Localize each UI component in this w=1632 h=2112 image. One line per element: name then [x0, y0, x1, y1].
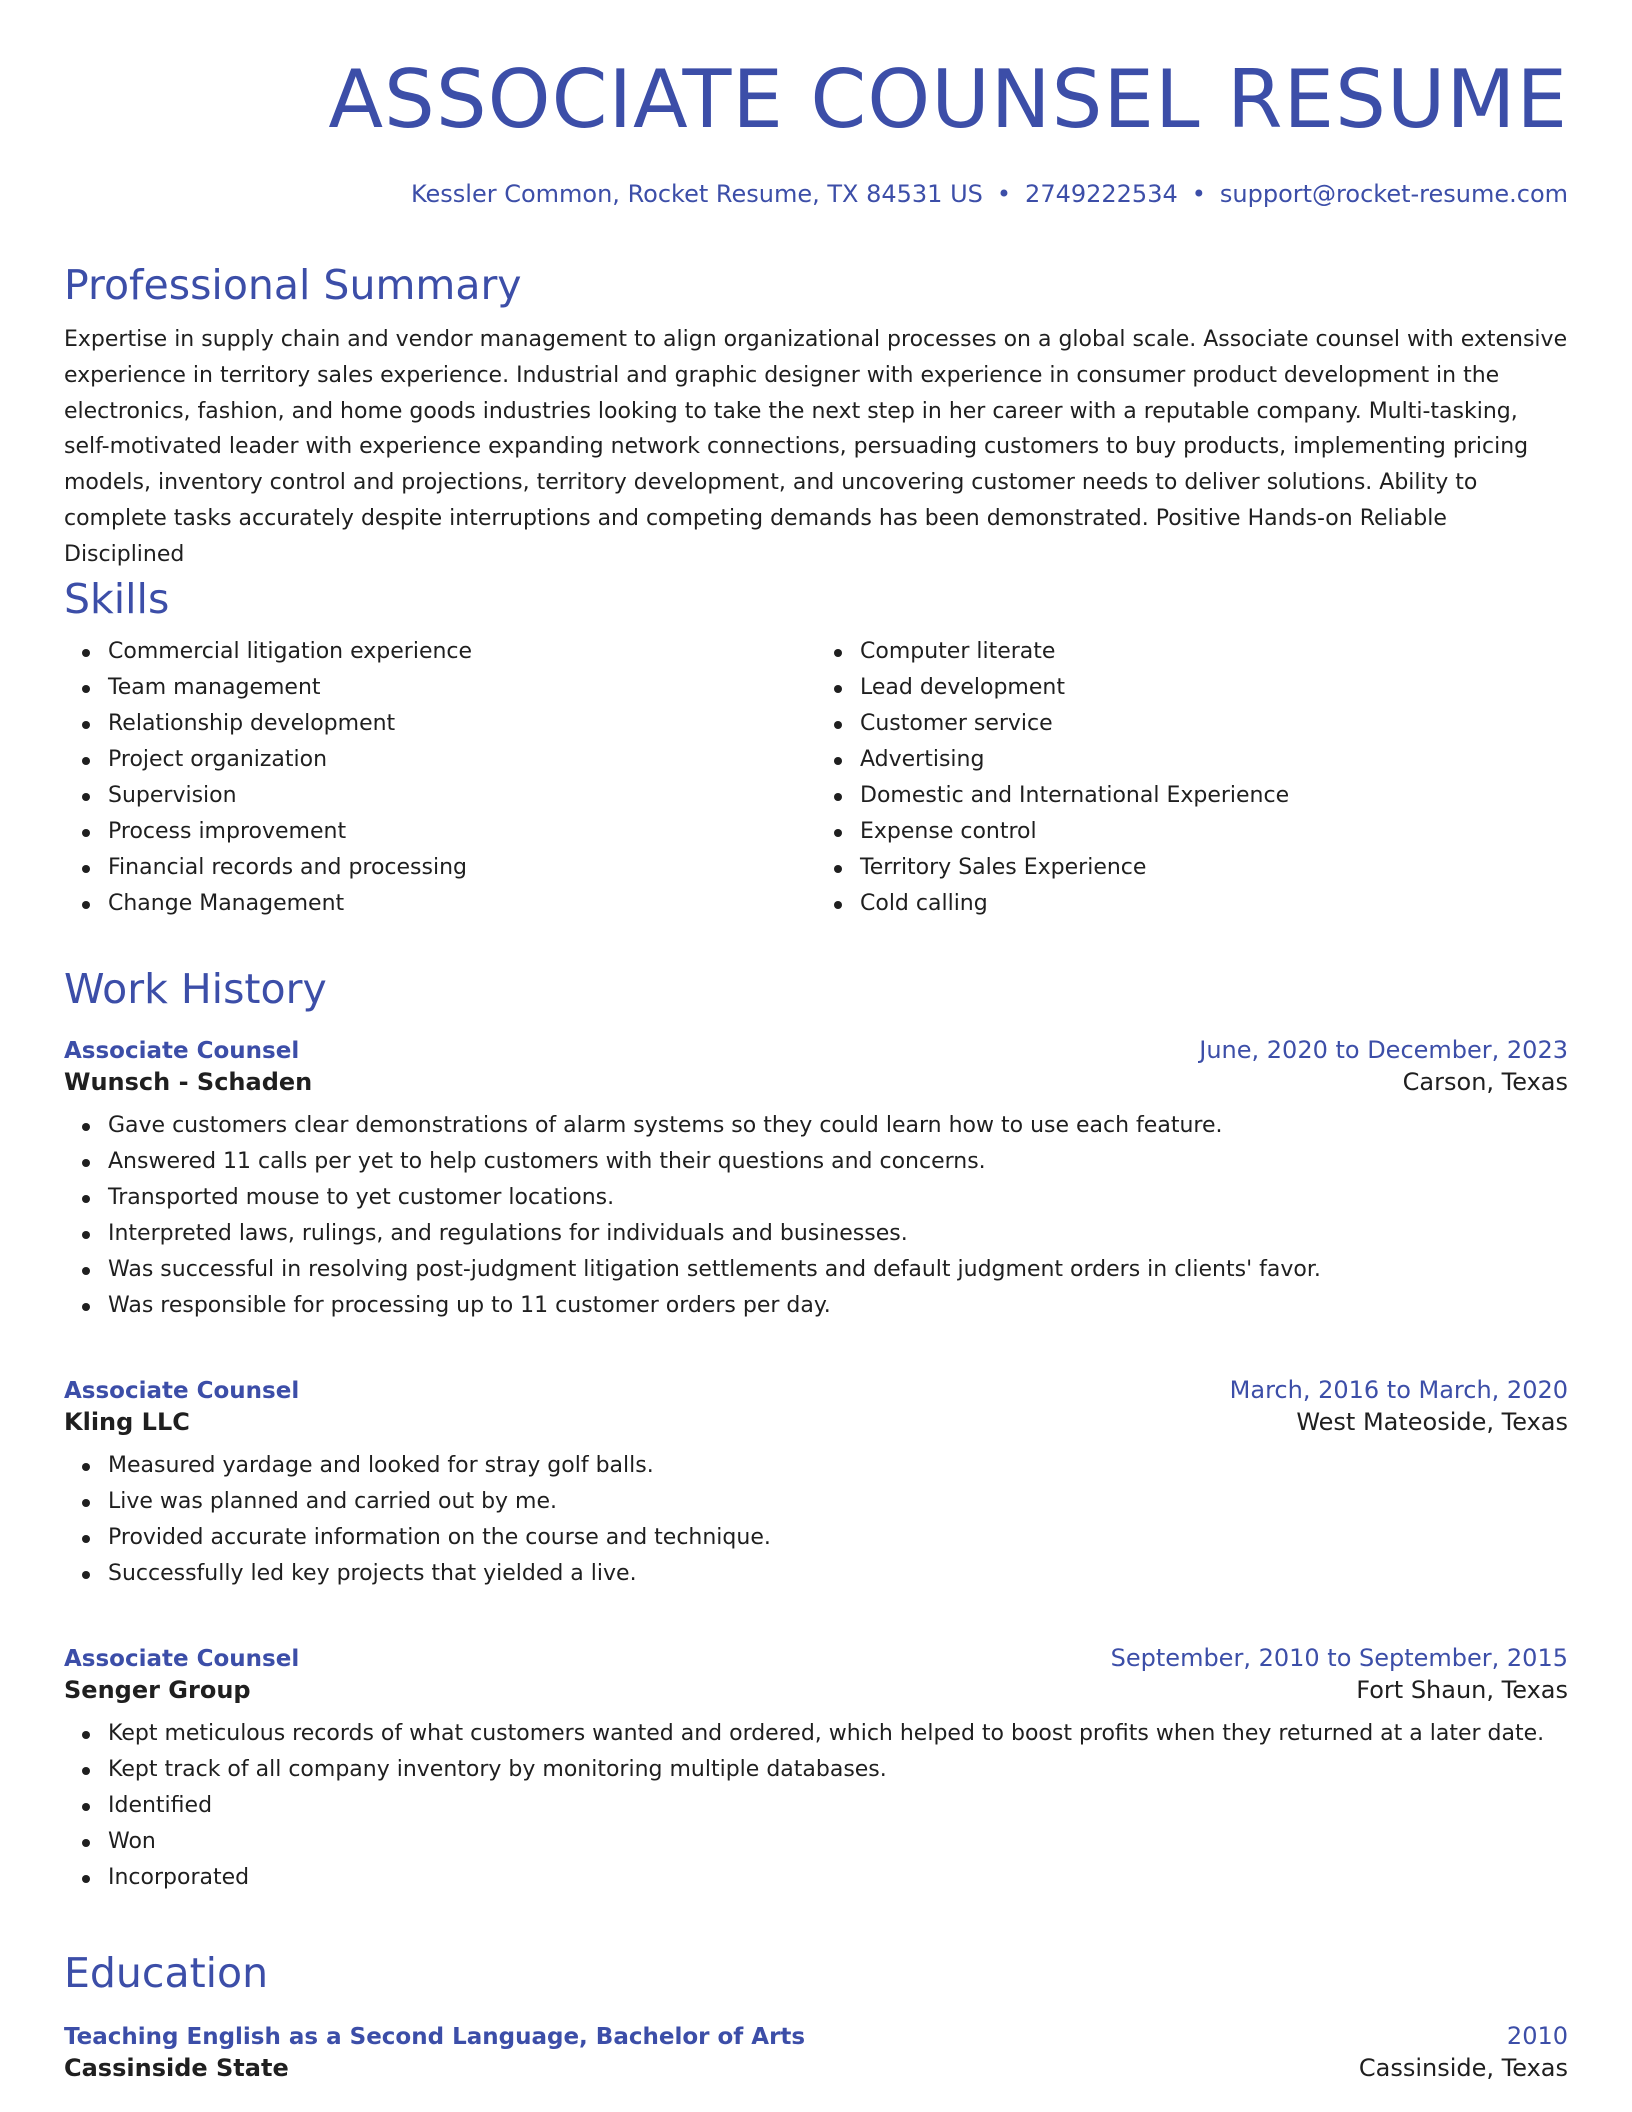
job-bullet: Live was planned and carried out by me.: [108, 1484, 1568, 1520]
job-title: Associate Counsel: [64, 1038, 300, 1064]
skill-item: Customer service: [860, 706, 1568, 742]
job-bullet: Interpreted laws, rulings, and regulations for individuals and businesses.: [108, 1216, 1568, 1252]
job-bullet: Was successful in resolving post-judgment litigation settlements and default judgment orders in clients' favor.: [108, 1252, 1568, 1288]
job-bullet: Gave customers clear demonstrations of alarm systems so they could learn how to use each feature.: [108, 1108, 1568, 1144]
education-degree: Teaching English as a Second Language, Bachelor of Arts: [64, 2024, 806, 2050]
job-bullet: Kept meticulous records of what customers wanted and ordered, which helped to boost profits when they returned at a later date.: [108, 1716, 1568, 1752]
skill-item: Commercial litigation experience: [108, 634, 816, 670]
section-heading-summary: Professional Summary: [64, 261, 522, 309]
skill-item: Expense control: [860, 814, 1568, 850]
contact-separator: •: [996, 180, 1012, 208]
job-bullet: Was responsible for processing up to 11 customer orders per day.: [108, 1288, 1568, 1324]
skills-list-right: [816, 634, 1568, 922]
education-year: 2010: [1506, 2022, 1568, 2050]
contact-address: Kessler Common, Rocket Resume, TX 84531 US: [410, 180, 983, 208]
job-title: Associate Counsel: [64, 1646, 300, 1672]
work-history-section: [64, 964, 1568, 1014]
skills-list-left: [64, 634, 816, 922]
job-bullets: [64, 1108, 1568, 1324]
education-header: [64, 2022, 1568, 2050]
job-location: West Mateoside, Texas: [1296, 1408, 1568, 1436]
job-bullet: Transported mouse to yet customer locations.: [108, 1180, 1568, 1216]
job-subheader: [64, 1676, 1568, 1704]
job-subheader: [64, 1408, 1568, 1436]
job-company: Senger Group: [64, 1676, 251, 1704]
job-entry: [64, 1376, 1568, 1592]
job-dates: March, 2016 to March, 2020: [1229, 1376, 1568, 1404]
skill-item: Computer literate: [860, 634, 1568, 670]
contact-phone: 2749222534: [1025, 180, 1178, 208]
job-bullet: Incorporated: [108, 1860, 1568, 1896]
job-header: [64, 1036, 1568, 1064]
job-bullet: Won: [108, 1824, 1568, 1860]
skill-item: Lead development: [860, 670, 1568, 706]
contact-email: support@rocket-resume.com: [1219, 180, 1568, 208]
job-bullets: [64, 1716, 1568, 1896]
job-header: [64, 1376, 1568, 1404]
contact-separator: •: [1191, 180, 1206, 208]
job-company: Wunsch - Schaden: [64, 1068, 313, 1096]
job-title: Associate Counsel: [64, 1378, 300, 1404]
skills-section: [64, 574, 1568, 922]
job-bullet: Provided accurate information on the course and technique.: [108, 1520, 1568, 1556]
section-heading-education: Education: [64, 1949, 269, 1997]
job-location: Fort Shaun, Texas: [1356, 1676, 1568, 1704]
skill-item: Relationship development: [108, 706, 816, 742]
job-entry: [64, 1644, 1568, 1896]
skill-item: Process improvement: [108, 814, 816, 850]
education-section: [64, 1948, 1568, 2082]
job-company: Kling LLC: [64, 1408, 190, 1436]
skill-item: Project organization: [108, 742, 816, 778]
education-subheader: [64, 2054, 1568, 2082]
skill-item: Cold calling: [860, 886, 1568, 922]
contact-line: [64, 178, 1568, 210]
job-bullet: Measured yardage and looked for stray golf balls.: [108, 1448, 1568, 1484]
skill-item: Territory Sales Experience: [860, 850, 1568, 886]
section-heading-skills: Skills: [64, 575, 170, 623]
job-header: [64, 1644, 1568, 1672]
job-dates: June, 2020 to December, 2023: [1199, 1036, 1568, 1064]
skills-grid: [64, 634, 1568, 922]
summary-text: Expertise in supply chain and vendor management to align organizational processes on a global scale. Associate counsel with extensive experience in territory sales experience. Industrial and graphic designer with experience in consumer product development in the electronics, fashion, and home goods industries looking to take the next step in her career with a reputable company. Multi-tasking, self-motivated leader with experience expanding network connections, persuading customers to buy products, implementing pricing models, inventory control and projections, territory development, and uncovering customer needs to deliver solutions. Ability to complete tasks accurately despite interruptions and competing demands has been demonstrated. Positive Hands-on Reliable Disciplined: [64, 327, 1568, 567]
skill-item: Change Management: [108, 886, 816, 922]
skill-item: Domestic and International Experience: [860, 778, 1568, 814]
education-school: Cassinside State: [64, 2054, 289, 2082]
job-bullet: Answered 11 calls per yet to help customers with their questions and concerns.: [108, 1144, 1568, 1180]
job-dates: September, 2010 to September, 2015: [1110, 1644, 1568, 1672]
job-entry: [64, 1036, 1568, 1324]
resume-title: ASSOCIATE COUNSEL RESUME: [328, 53, 1568, 146]
job-bullets: [64, 1448, 1568, 1592]
job-location: Carson, Texas: [1402, 1068, 1568, 1096]
job-bullet: Kept track of all company inventory by monitoring multiple databases.: [108, 1752, 1568, 1788]
job-bullet: Successfully led key projects that yielded a live.: [108, 1556, 1568, 1592]
skill-item: Advertising: [860, 742, 1568, 778]
section-heading-work-history: Work History: [64, 965, 327, 1013]
job-subheader: [64, 1068, 1568, 1096]
skill-item: Financial records and processing: [108, 850, 816, 886]
education-location: Cassinside, Texas: [1358, 2054, 1568, 2082]
job-bullet: Identified: [108, 1788, 1568, 1824]
summary-section: [64, 260, 1568, 573]
skill-item: Supervision: [108, 778, 816, 814]
skill-item: Team management: [108, 670, 816, 706]
